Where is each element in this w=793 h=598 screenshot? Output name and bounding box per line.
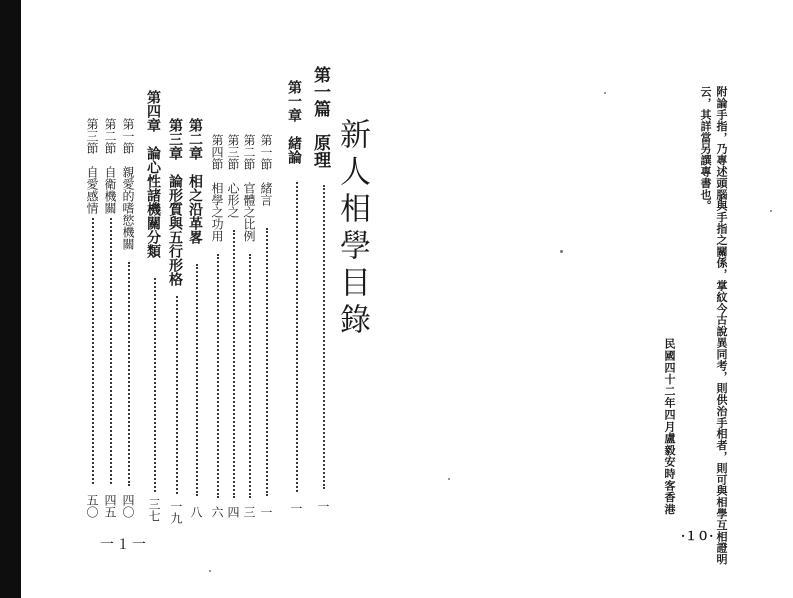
preface-page-footer: ·１０· xyxy=(681,529,714,543)
toc-page-number: 一 xyxy=(289,502,303,514)
toc-page-number: 一九 xyxy=(169,500,183,524)
toc-page-number: 三七 xyxy=(147,498,161,522)
toc-entry: 第三節 心形之 xyxy=(226,134,240,218)
toc-entry: 第二節 自衛機關 xyxy=(103,118,117,214)
toc-page-number: 四〇 xyxy=(121,494,135,518)
toc-page-number: 一 xyxy=(316,500,330,512)
toc-leader xyxy=(233,230,235,498)
toc-page-number: 三 xyxy=(242,506,256,518)
toc-leader xyxy=(196,264,198,496)
book-binding-edge xyxy=(0,0,21,598)
toc-leader xyxy=(217,254,219,498)
toc-page-number: 六 xyxy=(210,506,224,518)
scan-speck xyxy=(604,92,606,94)
toc-page-number: 五〇 xyxy=(85,494,99,518)
toc-leader xyxy=(249,254,251,498)
toc-page-number: 一 xyxy=(259,506,273,518)
toc-leader xyxy=(296,182,298,492)
toc-entry: 第三節 自愛感情 xyxy=(85,118,99,214)
scan-speck xyxy=(560,250,563,253)
toc-entry: 第三章 論形質與五行形格 xyxy=(167,118,183,286)
toc-title: 新人相學目錄 xyxy=(334,118,370,340)
scan-speck xyxy=(448,478,450,480)
toc-page-number: 四五 xyxy=(103,494,117,518)
preface-text-line: 附論手指，乃專述頭腦與手指之關係，掌紋今古說異同考，則供治手相者，則可與相學互相證明 xyxy=(715,86,728,565)
toc-entry: 第一篇 原理 xyxy=(310,66,330,168)
toc-page-footer: 一１一 xyxy=(100,537,148,553)
toc-leader xyxy=(154,278,156,492)
toc-entry: 第一節 親愛的嗜慾機關 xyxy=(121,118,135,250)
toc-page-number: 四 xyxy=(226,506,240,518)
scan-speck xyxy=(770,210,772,212)
toc-entry: 第四節 相學之功用 xyxy=(210,134,224,242)
toc-entry: 第一節 緒言 xyxy=(259,134,273,206)
toc-leader xyxy=(128,262,130,486)
toc-entry: 第四章 論心性諸機關分類 xyxy=(145,90,161,258)
toc-entry: 第二節 官體之比例 xyxy=(242,134,256,242)
toc-leader xyxy=(266,228,268,496)
scan-speck xyxy=(209,570,211,572)
toc-page-number: 八 xyxy=(189,506,203,518)
toc-leader xyxy=(176,296,178,494)
toc-leader xyxy=(323,185,325,489)
toc-entry: 第一章 緒論 xyxy=(286,80,302,164)
toc-entry: 第二章 相之沿革畧 xyxy=(187,118,203,244)
preface-text-line: 云，其詳當另譔專書也。 xyxy=(699,86,712,212)
toc-leader xyxy=(110,218,112,484)
preface-signature: 民國四十二年四月盧毅安時客香港 xyxy=(663,338,676,515)
toc-leader xyxy=(92,218,94,484)
